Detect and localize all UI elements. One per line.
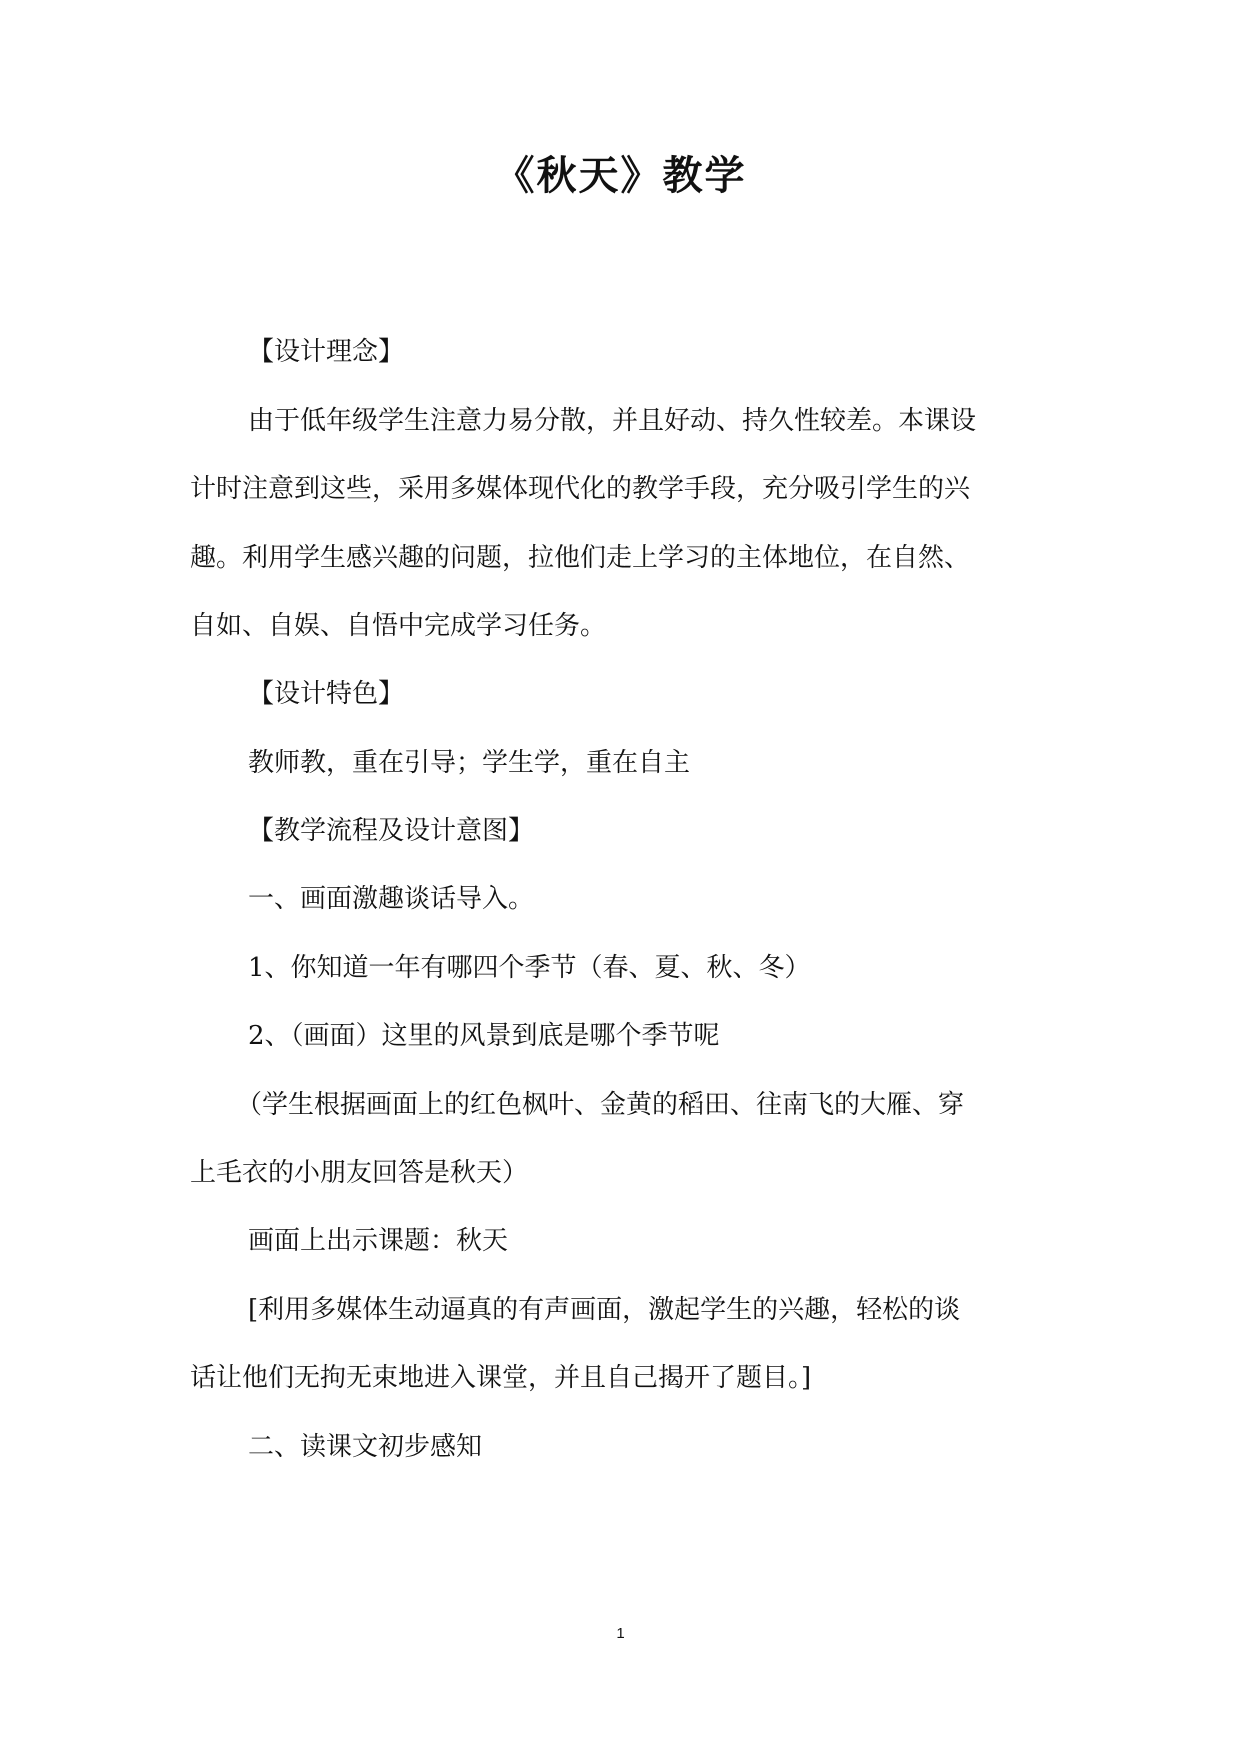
section-heading-design-concept: 【设计理念】 [248, 337, 405, 367]
list-item: 1、你知道一年有哪四个季节（春、夏、秋、冬） [248, 953, 811, 983]
paragraph-line: 由于低年级学生注意力易分散，并且好动、持久性较差。本课设 [248, 406, 977, 436]
paragraph-line: 趣。利用学生感兴趣的问题，拉他们走上学习的主体地位，在自然、 [190, 543, 971, 573]
subheading-line: 一、画面激趣谈话导入。 [248, 884, 535, 914]
subheading-line: 二、读课文初步感知 [248, 1432, 483, 1462]
page-number: 1 [616, 1625, 625, 1642]
paragraph-line: 教师教，重在引导；学生学，重在自主 [248, 748, 691, 778]
paragraph-line: 上毛衣的小朋友回答是秋天） [190, 1158, 529, 1188]
paragraph-line: 计时注意到这些，采用多媒体现代化的教学手段，充分吸引学生的兴 [190, 474, 971, 504]
list-item: 2、（画面）这里的风景到底是哪个季节呢 [248, 1021, 720, 1051]
paragraph-line: [利用多媒体生动逼真的有声画面，激起学生的兴趣，轻松的谈 [248, 1295, 961, 1325]
document-title: 《秋天》教学 [494, 153, 747, 199]
paragraph-line: （学生根据画面上的红色枫叶、金黄的稻田、往南飞的大雁、穿 [236, 1090, 965, 1120]
paragraph-line: 自如、自娱、自悟中完成学习任务。 [190, 611, 607, 641]
section-heading-design-features: 【设计特色】 [248, 679, 405, 709]
paragraph-line: 话让他们无拘无束地进入课堂，并且自己揭开了题目。] [190, 1363, 812, 1393]
section-heading-teaching-process: 【教学流程及设计意图】 [248, 816, 535, 846]
paragraph-line: 画面上出示课题：秋天 [248, 1226, 509, 1256]
